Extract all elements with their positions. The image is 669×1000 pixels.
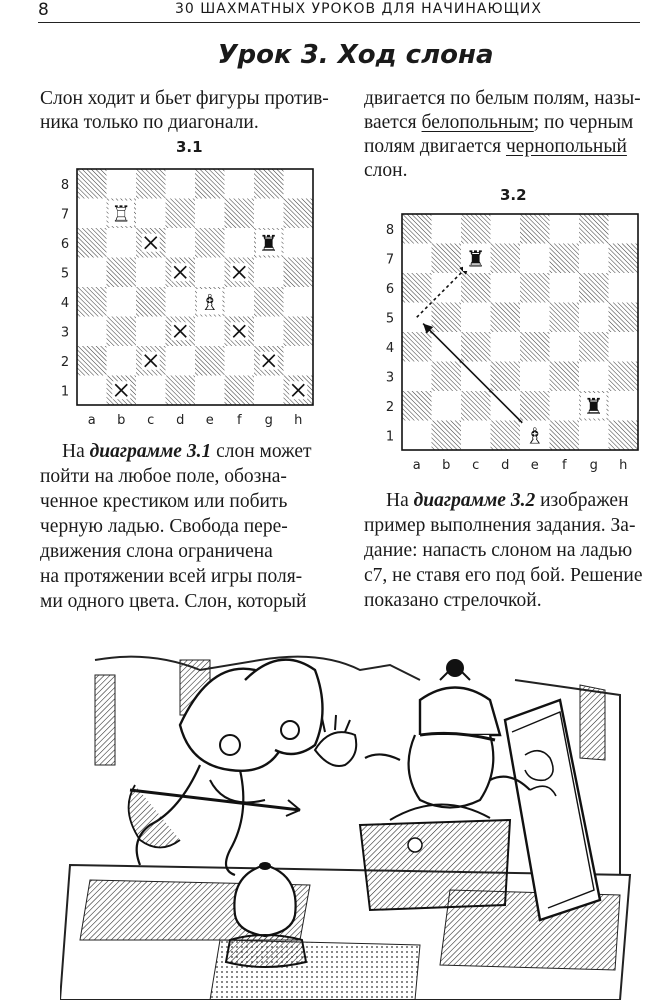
square-d8 xyxy=(166,169,196,199)
square-e6 xyxy=(195,228,225,258)
rank-label: 8 xyxy=(60,177,70,193)
square-b6 xyxy=(107,228,137,258)
diagram-3-1-reference: диаграмме 3.1 xyxy=(89,441,212,462)
square-d5 xyxy=(491,303,521,333)
square-e6 xyxy=(520,273,550,303)
square-a7 xyxy=(77,199,107,229)
square-c8 xyxy=(136,169,166,199)
file-label: e xyxy=(530,458,539,473)
square-f8 xyxy=(225,169,255,199)
square-a7 xyxy=(402,244,432,274)
left-para2-line-7: ми одного цвета. Слон, который xyxy=(40,591,307,612)
file-label: h xyxy=(619,458,628,473)
file-label: c xyxy=(147,413,155,428)
right-para2-line-4: c7, не ставя его под бой. Решение xyxy=(364,565,643,586)
left-para2-line-2: пойти на любое поле, обозна- xyxy=(40,466,287,487)
square-d6 xyxy=(491,273,521,303)
square-h4 xyxy=(284,287,314,317)
square-g7 xyxy=(254,199,284,229)
cross-mark-g2 xyxy=(260,352,278,370)
rank-label: 5 xyxy=(60,266,70,282)
cross-mark-f3 xyxy=(230,322,248,340)
square-h8 xyxy=(284,169,314,199)
right-para2-line-5: показано стрелочкой. xyxy=(364,590,542,611)
square-c4 xyxy=(461,332,491,362)
square-e1 xyxy=(195,376,225,406)
rank-label: 4 xyxy=(60,295,70,311)
diagram-3-2-reference: диаграмме 3.2 xyxy=(413,490,536,511)
square-h1 xyxy=(609,421,639,451)
cross-mark-c2 xyxy=(142,352,160,370)
square-c1 xyxy=(136,376,166,406)
square-a4 xyxy=(402,332,432,362)
square-a5 xyxy=(77,258,107,288)
square-a6 xyxy=(77,228,107,258)
square-a6 xyxy=(402,273,432,303)
square-f6 xyxy=(225,228,255,258)
rank-label: 5 xyxy=(385,311,395,327)
square-a1 xyxy=(77,376,107,406)
cartoon-illustration xyxy=(60,640,640,1000)
file-label: a xyxy=(412,458,421,473)
square-c6 xyxy=(461,273,491,303)
square-d7 xyxy=(491,244,521,274)
square-g3 xyxy=(254,317,284,347)
square-b1 xyxy=(432,421,462,451)
square-g5 xyxy=(254,258,284,288)
square-d1 xyxy=(166,376,196,406)
file-label: a xyxy=(87,413,96,428)
square-e5 xyxy=(195,258,225,288)
square-h7 xyxy=(284,199,314,229)
square-g1 xyxy=(254,376,284,406)
square-h8 xyxy=(609,214,639,244)
square-c8 xyxy=(461,214,491,244)
square-b8 xyxy=(107,169,137,199)
rank-label: 3 xyxy=(385,370,395,386)
file-label: g xyxy=(589,458,598,473)
rank-label: 8 xyxy=(385,222,395,238)
svg-text:♗: ♗ xyxy=(524,424,545,450)
diagram-2-title: 3.2 xyxy=(500,186,527,204)
file-label: e xyxy=(205,413,214,428)
file-label: b xyxy=(442,458,451,473)
square-h4 xyxy=(609,332,639,362)
right-line-2: вается белопольным; по черным xyxy=(364,112,634,133)
file-label: c xyxy=(472,458,480,473)
running-head: 30 ШАХМАТНЫХ УРОКОВ ДЛЯ НАЧИНАЮЩИХ xyxy=(175,1,542,17)
rank-label: 1 xyxy=(385,429,395,445)
square-a2 xyxy=(77,346,107,376)
square-f7 xyxy=(225,199,255,229)
square-c4 xyxy=(136,287,166,317)
square-g8 xyxy=(254,169,284,199)
square-g6 xyxy=(579,273,609,303)
square-h5 xyxy=(609,303,639,333)
rank-label: 7 xyxy=(60,207,70,223)
white-bishop-icon xyxy=(522,423,548,450)
chess-diagram-3-1 xyxy=(55,165,330,430)
intro-line-2: ника только по диагонали. xyxy=(40,112,259,133)
rank-label: 6 xyxy=(385,281,395,297)
square-h5 xyxy=(284,258,314,288)
square-d4 xyxy=(166,287,196,317)
chess-diagram-3-2 xyxy=(380,210,655,475)
intro-line-1: Слон ходит и бьет фигуры против- xyxy=(40,88,329,109)
square-e2 xyxy=(195,346,225,376)
rank-label: 6 xyxy=(60,236,70,252)
square-h3 xyxy=(284,317,314,347)
right-para2-line-1: На диаграмме 3.2 изображен xyxy=(386,490,629,511)
square-h2 xyxy=(284,346,314,376)
rank-label: 1 xyxy=(60,384,70,400)
square-h6 xyxy=(609,273,639,303)
header-rule xyxy=(38,22,640,23)
square-b3 xyxy=(107,317,137,347)
rank-label: 2 xyxy=(385,399,395,415)
file-label: d xyxy=(176,413,185,428)
rank-label: 2 xyxy=(60,354,70,370)
square-b2 xyxy=(107,346,137,376)
left-para2-line-3: ченное крестиком или побить xyxy=(40,491,288,512)
square-a2 xyxy=(402,391,432,421)
file-label: g xyxy=(264,413,273,428)
rank-label: 3 xyxy=(60,325,70,341)
black-rook-icon xyxy=(581,393,607,420)
square-e7 xyxy=(195,199,225,229)
square-a1 xyxy=(402,421,432,451)
square-b4 xyxy=(107,287,137,317)
right-para2-line-2: пример выполнения задания. За- xyxy=(364,515,636,536)
square-f8 xyxy=(550,214,580,244)
diagram-1-title: 3.1 xyxy=(176,138,203,156)
black-rook-icon xyxy=(256,230,282,257)
square-b7 xyxy=(432,244,462,274)
file-label: h xyxy=(294,413,303,428)
right-line-3: полям двигается чернопольный xyxy=(364,136,627,157)
square-h7 xyxy=(609,244,639,274)
square-c2 xyxy=(461,391,491,421)
square-g8 xyxy=(579,214,609,244)
square-e7 xyxy=(520,244,550,274)
square-e3 xyxy=(520,362,550,392)
square-a3 xyxy=(402,362,432,392)
cross-mark-b1 xyxy=(112,381,130,399)
left-para2-line-4: черную ладью. Свобода пере- xyxy=(40,516,288,537)
square-f5 xyxy=(550,303,580,333)
square-e3 xyxy=(195,317,225,347)
square-f4 xyxy=(225,287,255,317)
square-d2 xyxy=(166,346,196,376)
square-g3 xyxy=(579,362,609,392)
square-f6 xyxy=(550,273,580,303)
square-a8 xyxy=(402,214,432,244)
page-number: 8 xyxy=(38,0,49,20)
term-white-square-bishop: белопольным xyxy=(421,112,534,133)
square-d4 xyxy=(491,332,521,362)
rank-label: 7 xyxy=(385,252,395,268)
file-label: b xyxy=(117,413,126,428)
square-h2 xyxy=(609,391,639,421)
square-e5 xyxy=(520,303,550,333)
square-f1 xyxy=(225,376,255,406)
square-g7 xyxy=(579,244,609,274)
svg-text:♜: ♜ xyxy=(258,231,279,257)
square-a8 xyxy=(77,169,107,199)
lesson-title: Урок 3. Ход слона xyxy=(217,40,494,70)
square-a3 xyxy=(77,317,107,347)
file-label: d xyxy=(501,458,510,473)
square-d8 xyxy=(491,214,521,244)
square-d3 xyxy=(491,362,521,392)
square-e8 xyxy=(520,214,550,244)
square-d7 xyxy=(166,199,196,229)
file-label: f xyxy=(561,458,567,473)
square-b5 xyxy=(107,258,137,288)
square-d6 xyxy=(166,228,196,258)
right-line-1: двигается по белым полям, назы- xyxy=(364,88,641,109)
cross-mark-d3 xyxy=(171,322,189,340)
right-para2-line-3: дание: напасть слоном на ладью xyxy=(364,540,633,561)
square-f2 xyxy=(550,391,580,421)
square-c5 xyxy=(461,303,491,333)
white-bishop-icon xyxy=(197,289,223,316)
square-f2 xyxy=(225,346,255,376)
square-c3 xyxy=(136,317,166,347)
square-f3 xyxy=(550,362,580,392)
square-g5 xyxy=(579,303,609,333)
square-h3 xyxy=(609,362,639,392)
square-f7 xyxy=(550,244,580,274)
left-para2-line-5: движения слона ограничена xyxy=(40,541,273,562)
square-b3 xyxy=(432,362,462,392)
square-c1 xyxy=(461,421,491,451)
square-f4 xyxy=(550,332,580,362)
term-dark-square-bishop: чернопольный xyxy=(505,136,627,157)
square-e8 xyxy=(195,169,225,199)
square-c7 xyxy=(136,199,166,229)
square-a4 xyxy=(77,287,107,317)
left-para2-line-6: на протяжении всей игры поля- xyxy=(40,566,303,587)
rank-label: 4 xyxy=(385,340,395,356)
left-para2-line-1: На диаграмме 3.1 слон может xyxy=(62,441,312,462)
svg-text:♜: ♜ xyxy=(465,247,486,273)
square-b8 xyxy=(432,214,462,244)
right-line-4: слон. xyxy=(364,160,408,181)
square-g4 xyxy=(254,287,284,317)
square-f1 xyxy=(550,421,580,451)
cross-mark-c6 xyxy=(142,234,160,252)
square-c5 xyxy=(136,258,166,288)
svg-text:♖: ♖ xyxy=(111,202,132,228)
square-e4 xyxy=(520,332,550,362)
square-b5 xyxy=(432,303,462,333)
svg-text:♜: ♜ xyxy=(583,394,604,420)
white-rook-icon xyxy=(109,201,135,228)
file-label: f xyxy=(236,413,242,428)
svg-text:♗: ♗ xyxy=(199,290,220,316)
square-b2 xyxy=(432,391,462,421)
black-rook-icon xyxy=(463,246,489,273)
cross-mark-h1 xyxy=(289,381,307,399)
square-g1 xyxy=(579,421,609,451)
square-e2 xyxy=(520,391,550,421)
cross-mark-f5 xyxy=(230,263,248,281)
square-g4 xyxy=(579,332,609,362)
square-h6 xyxy=(284,228,314,258)
square-d1 xyxy=(491,421,521,451)
cross-mark-d5 xyxy=(171,263,189,281)
